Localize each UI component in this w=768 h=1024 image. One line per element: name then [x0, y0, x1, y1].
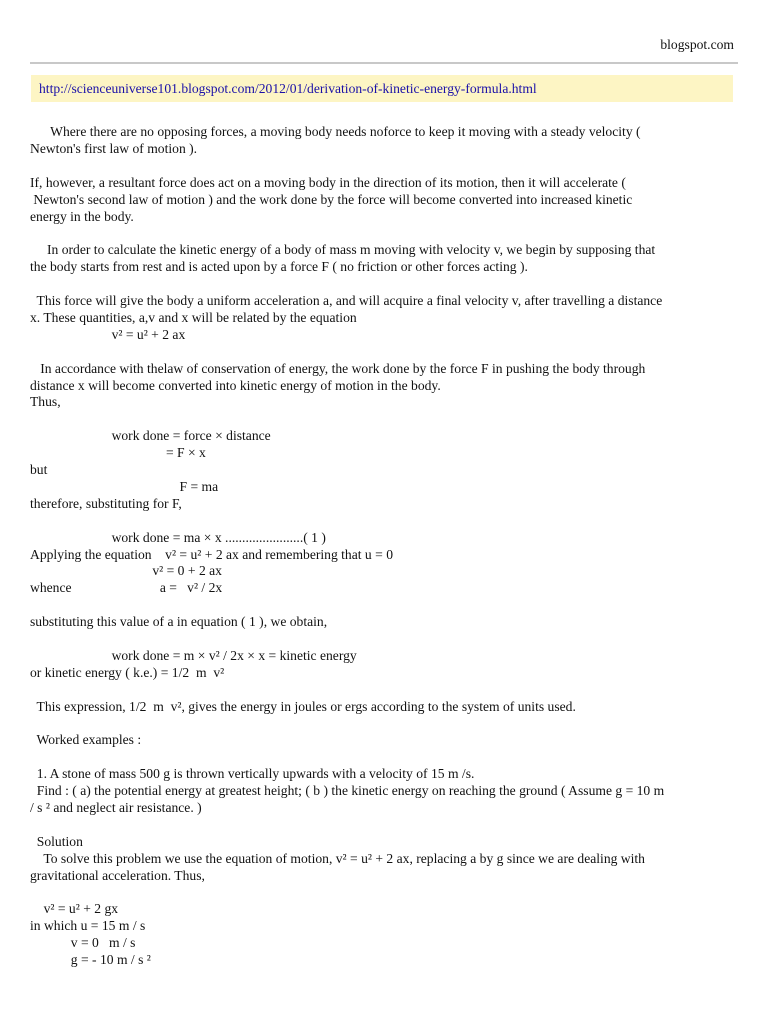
equation-line: v² = u² + 2 ax	[30, 326, 186, 342]
source-url-link[interactable]: http://scienceuniverse101.blogspot.com/2012/01/derivation-of-kinetic-energy-formula.html	[39, 81, 537, 96]
text-line: This expression, 1/2 m v², gives the energy in joules or ergs according to the system of units used.	[30, 698, 576, 714]
article-body	[30, 124, 738, 969]
text-line: This force will give the body a uniform acceleration a, and will acquire a final velocity v, after travelling a distance	[30, 293, 663, 309]
text-line: substituting this value of a in equation ( 1 ), we obtain,	[30, 614, 328, 630]
equation-line: v² = u² + 2 gx	[30, 901, 119, 917]
text-line: / s ² and neglect air resistance. )	[30, 800, 202, 816]
header-divider	[30, 62, 738, 64]
text-line: the body starts from rest and is acted upon by a force F ( no friction or other forces acting ).	[30, 259, 528, 275]
equation-line: v = 0 m / s	[30, 935, 136, 951]
text-line: To solve this problem we use the equation of motion, v² = u² + 2 ax, replacing a by g since we are dealing with	[30, 850, 645, 866]
equation-line: or kinetic energy ( k.e.) = 1/2 m v²	[30, 664, 225, 680]
equation-line: work done = force × distance	[30, 428, 271, 444]
text-line: In order to calculate the kinetic energy of a body of mass m moving with velocity v, we begin by supposing that	[30, 242, 656, 258]
text-line: If, however, a resultant force does act on a moving body in the direction of its motion, then it will accelerate (	[30, 174, 626, 190]
text-line: Find : ( a) the potential energy at greatest height; ( b ) the kinetic energy on reaching the ground ( Assume g = 10 m	[30, 783, 665, 799]
equation-line: v² = 0 + 2 ax	[30, 563, 222, 579]
equation-line: work done = m × v² / 2x × x = kinetic energy	[30, 647, 357, 663]
text-line: Thus,	[30, 394, 61, 410]
text-line: In accordance with thelaw of conservation of energy, the work done by the force F in pushing the body through	[30, 360, 646, 376]
site-header: blogspot.com	[660, 37, 734, 52]
text-line: distance x will become converted into kinetic energy of motion in the body.	[30, 377, 441, 393]
equation-line: whence a = v² / 2x	[30, 580, 223, 596]
text-line: Newton's first law of motion ).	[30, 140, 198, 156]
equation-line: F = ma	[30, 478, 219, 494]
equation-line: g = - 10 m / s ²	[30, 952, 151, 968]
text-line: gravitational acceleration. Thus,	[30, 867, 205, 883]
equation-line: work done = ma × x .......................( 1 )	[30, 529, 326, 545]
section-heading: Solution	[30, 833, 83, 849]
section-heading: Worked examples :	[30, 732, 142, 748]
text-line: but	[30, 462, 48, 478]
source-url-bar	[31, 75, 733, 102]
text-line: x. These quantities, a,v and x will be related by the equation	[30, 309, 357, 325]
text-line: 1. A stone of mass 500 g is thrown vertically upwards with a velocity of 15 m /s.	[30, 766, 475, 782]
text-line: in which u = 15 m / s	[30, 918, 146, 934]
text-line: Applying the equation v² = u² + 2 ax and remembering that u = 0	[30, 546, 393, 562]
text-line: therefore, substituting for F,	[30, 495, 182, 511]
equation-line: = F × x	[30, 445, 206, 461]
text-line: Where there are no opposing forces, a moving body needs noforce to keep it moving with a steady velocity (	[30, 124, 641, 139]
text-line: Newton's second law of motion ) and the work done by the force will become converted into increased kinetic	[30, 191, 633, 207]
text-line: energy in the body.	[30, 208, 134, 224]
